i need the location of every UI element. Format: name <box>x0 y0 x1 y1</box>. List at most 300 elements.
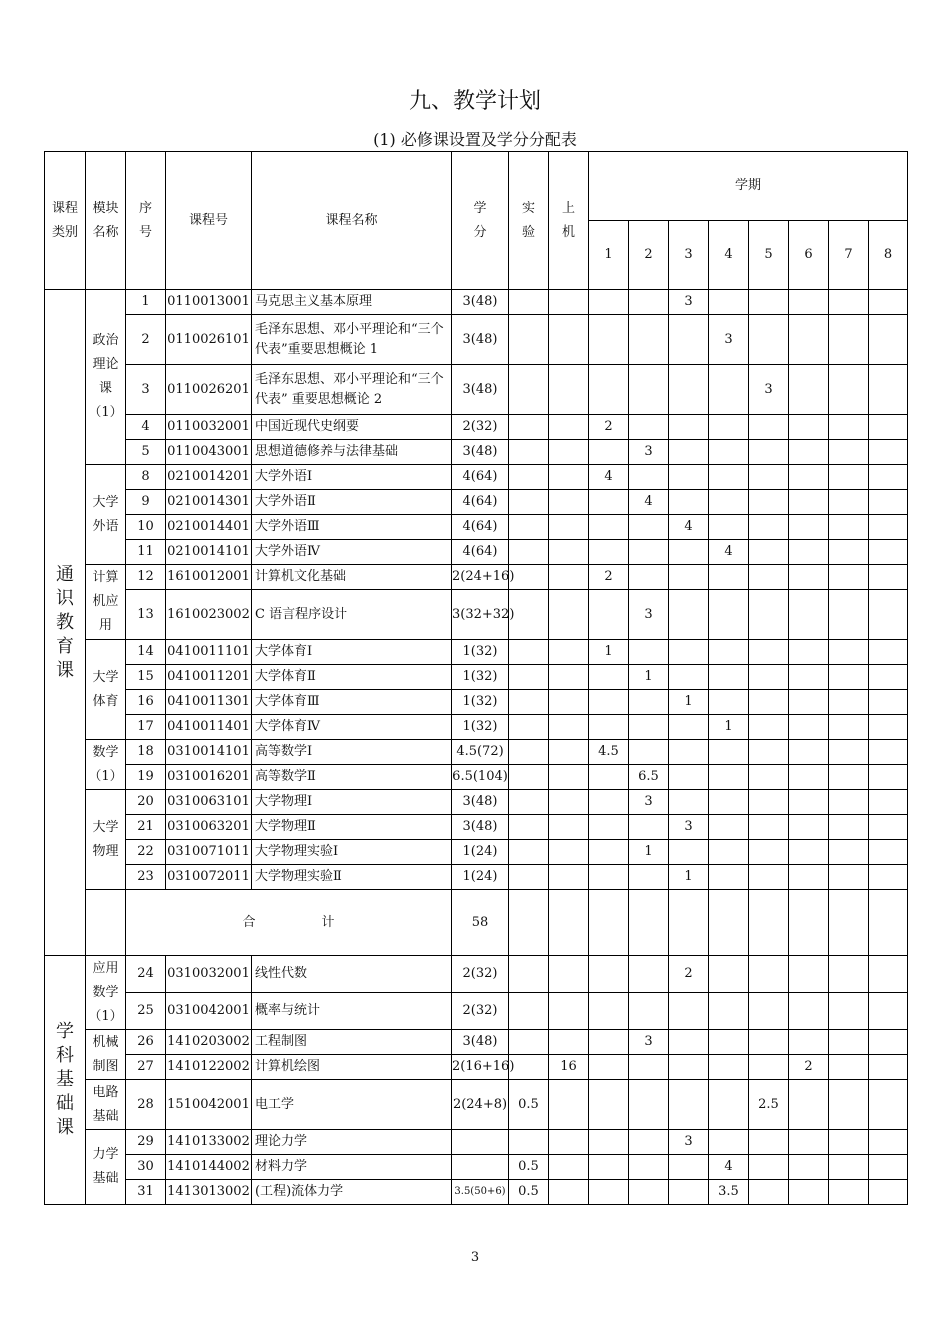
semester-cell-3 <box>669 1155 709 1180</box>
table-row <box>45 665 908 690</box>
semester-cell-1 <box>589 956 629 993</box>
course-lab <box>509 315 549 365</box>
semester-cell-4 <box>709 1130 749 1155</box>
semester-cell-8 <box>869 715 908 740</box>
semester-cell-6 <box>789 865 829 890</box>
course-credit: 2(32) <box>452 415 509 440</box>
semester-cell-5 <box>749 1030 789 1055</box>
course-lab <box>509 715 549 740</box>
semester-cell-6 <box>789 956 829 993</box>
semester-cell-1 <box>589 515 629 540</box>
course-name: 大学体育Ⅳ <box>252 715 452 740</box>
semester-3: 3 <box>669 221 709 290</box>
semester-cell-6 <box>789 415 829 440</box>
semester-cell-8 <box>869 740 908 765</box>
semester-cell-6 <box>789 765 829 790</box>
course-credit: 3(48) <box>452 790 509 815</box>
semester-cell-5 <box>749 865 789 890</box>
label-line: 课 <box>56 1117 74 1138</box>
semester-cell-1 <box>589 540 629 565</box>
label-line: 基础 <box>92 1171 119 1186</box>
semester-cell-5 <box>749 540 789 565</box>
semester-cell-1: 4.5 <box>589 740 629 765</box>
course-computer <box>549 956 589 993</box>
course-lab <box>509 815 549 840</box>
semester-cell-3 <box>669 1080 709 1130</box>
semester-5: 5 <box>749 221 789 290</box>
course-lab <box>509 1055 549 1080</box>
module-name <box>86 956 126 1030</box>
semester-cell-1 <box>589 1180 629 1205</box>
label-line: 大学 <box>92 669 119 685</box>
course-name: 线性代数 <box>252 956 452 993</box>
course-computer <box>549 315 589 365</box>
semester-cell-7 <box>829 1055 869 1080</box>
course-code: 0310016201 <box>166 765 252 790</box>
semester-cell-1 <box>589 665 629 690</box>
label-line: 基 <box>56 1069 74 1090</box>
semester-cell-7 <box>829 415 869 440</box>
table-row <box>45 993 908 1030</box>
semester-cell-3 <box>669 465 709 490</box>
semester-cell-8 <box>869 1130 908 1155</box>
course-code: 0210014301 <box>166 490 252 515</box>
module-name <box>86 790 126 890</box>
course-name: 概率与统计 <box>252 993 452 1030</box>
course-lab <box>509 740 549 765</box>
semester-cell-3 <box>669 640 709 665</box>
course-code: 1610012001 <box>166 565 252 590</box>
semester-cell-4 <box>709 740 749 765</box>
course-code: 0110026201 <box>166 365 252 415</box>
semester-cell-3 <box>669 565 709 590</box>
label-line: 机械 <box>92 1034 119 1050</box>
table-row <box>45 540 908 565</box>
semester-cell-4: 4 <box>709 540 749 565</box>
course-credit <box>452 1130 509 1155</box>
semester-cell-3: 1 <box>669 865 709 890</box>
curriculum-table <box>44 151 908 1205</box>
semester-cell-6 <box>789 365 829 415</box>
semester-cell-2 <box>629 415 669 440</box>
semester-cell-1 <box>589 1155 629 1180</box>
semester-cell-8 <box>869 1030 908 1055</box>
label-line: 基础 <box>92 1108 119 1124</box>
label-line: 大学 <box>92 819 119 835</box>
semester-cell-2: 4 <box>629 490 669 515</box>
semester-cell-4 <box>709 993 749 1030</box>
label-line: 数学 <box>92 984 119 1000</box>
semester-cell-7 <box>829 465 869 490</box>
semester-cell-4: 1 <box>709 715 749 740</box>
semester-cell-1 <box>589 290 629 315</box>
course-lab <box>509 956 549 993</box>
course-credit: 1(32) <box>452 690 509 715</box>
semester-cell-8 <box>869 1155 908 1180</box>
course-lab <box>509 440 549 465</box>
course-name: 中国近现代史纲要 <box>252 415 452 440</box>
semester-cell-7 <box>829 440 869 465</box>
semester-cell-5 <box>749 1055 789 1080</box>
module-name <box>86 1130 126 1205</box>
course-name: 思想道德修养与法律基础 <box>252 440 452 465</box>
course-computer <box>549 765 589 790</box>
semester-cell-5: 2.5 <box>749 1080 789 1130</box>
course-credit: 1(24) <box>452 865 509 890</box>
semester-cell-3: 4 <box>669 515 709 540</box>
course-credit: 6.5(104) <box>452 765 509 790</box>
semester-cell-5 <box>749 993 789 1030</box>
label-line: （1） <box>88 768 123 784</box>
semester-cell-8 <box>869 465 908 490</box>
semester-cell-7 <box>829 1030 869 1055</box>
subtotal-row <box>45 890 908 956</box>
course-name: 电工学 <box>252 1080 452 1130</box>
semester-cell-4 <box>709 865 749 890</box>
table-row <box>45 565 908 590</box>
course-code: 1410122002 <box>166 1055 252 1080</box>
semester-7: 7 <box>829 221 869 290</box>
course-seq: 17 <box>126 715 166 740</box>
semester-cell-5 <box>749 640 789 665</box>
semester-cell-6 <box>789 1080 829 1130</box>
semester-cell-4: 3.5 <box>709 1180 749 1205</box>
semester-cell-2 <box>629 815 669 840</box>
course-computer <box>549 515 589 540</box>
label-line: （1） <box>88 1008 123 1024</box>
course-computer <box>549 865 589 890</box>
semester-cell-7 <box>829 540 869 565</box>
semester-cell-3 <box>669 1180 709 1205</box>
course-seq: 1 <box>126 290 166 315</box>
semester-cell-2: 1 <box>629 665 669 690</box>
course-credit: 2(32) <box>452 993 509 1030</box>
course-credit: 2(24+8) <box>452 1080 509 1130</box>
course-code: 0310032001 <box>166 956 252 993</box>
course-computer <box>549 815 589 840</box>
semester-cell-5 <box>749 1155 789 1180</box>
header-name: 课程名称 <box>252 152 452 290</box>
semester-cell-7 <box>829 765 869 790</box>
course-name: 大学外语Ⅲ <box>252 515 452 540</box>
course-seq: 14 <box>126 640 166 665</box>
label-line: 政治 <box>92 333 119 348</box>
semester-cell-2: 1 <box>629 840 669 865</box>
course-code: 0110013001 <box>166 290 252 315</box>
semester-cell-1 <box>589 790 629 815</box>
semester-cell-5 <box>749 840 789 865</box>
table-row <box>45 790 908 815</box>
course-name: 工程制图 <box>252 1030 452 1055</box>
semester-cell-2 <box>629 956 669 993</box>
course-seq: 25 <box>126 993 166 1030</box>
course-code: 1410144002 <box>166 1155 252 1180</box>
semester-cell-2: 3 <box>629 790 669 815</box>
semester-cell-1 <box>589 815 629 840</box>
course-name: 理论力学 <box>252 1130 452 1155</box>
label-line: 应用 <box>92 960 119 976</box>
course-name: 毛泽东思想、邓小平理论和“三个代表” 重要思想概论 2 <box>252 365 452 415</box>
table-row <box>45 365 908 415</box>
label-line: 教 <box>56 611 74 633</box>
course-credit: 4(64) <box>452 540 509 565</box>
course-name: 计算机绘图 <box>252 1055 452 1080</box>
semester-cell-8 <box>869 640 908 665</box>
semester-cell-7 <box>829 815 869 840</box>
semester-cell-4 <box>709 515 749 540</box>
label-line: 机应 <box>92 594 119 609</box>
course-seq: 9 <box>126 490 166 515</box>
header-category: 课程 类别 <box>45 152 86 290</box>
semester-cell-3 <box>669 840 709 865</box>
semester-cell-7 <box>829 365 869 415</box>
course-name: 大学体育Ⅲ <box>252 690 452 715</box>
table-row <box>45 1030 908 1055</box>
semester-cell-6 <box>789 790 829 815</box>
course-computer <box>549 840 589 865</box>
subtotal-cell <box>589 890 629 956</box>
course-computer <box>549 490 589 515</box>
course-lab <box>509 993 549 1030</box>
semester-cell-6 <box>789 740 829 765</box>
course-code: 0310063101 <box>166 790 252 815</box>
course-lab <box>509 515 549 540</box>
course-lab <box>509 640 549 665</box>
course-lab <box>509 490 549 515</box>
semester-cell-7 <box>829 1155 869 1180</box>
module-name <box>86 1080 126 1130</box>
table-row <box>45 865 908 890</box>
course-seq: 26 <box>126 1030 166 1055</box>
subtotal-module <box>86 890 126 956</box>
course-lab <box>509 865 549 890</box>
page-title: 九、教学计划 <box>408 89 541 114</box>
semester-cell-7 <box>829 290 869 315</box>
course-lab <box>509 765 549 790</box>
label-line: 学 <box>56 1021 74 1042</box>
course-name: 大学物理Ⅰ <box>252 790 452 815</box>
semester-cell-6 <box>789 665 829 690</box>
semester-cell-5 <box>749 956 789 993</box>
semester-cell-4 <box>709 956 749 993</box>
header-module: 模块 名称 <box>86 152 126 290</box>
course-lab <box>509 1030 549 1055</box>
semester-cell-7 <box>829 1130 869 1155</box>
semester-cell-3 <box>669 993 709 1030</box>
semester-cell-4 <box>709 490 749 515</box>
course-name: 大学外语Ⅰ <box>252 465 452 490</box>
subtotal-credit: 58 <box>452 890 509 956</box>
table-row <box>45 740 908 765</box>
semester-cell-3 <box>669 590 709 640</box>
semester-cell-5 <box>749 740 789 765</box>
course-credit: 4(64) <box>452 490 509 515</box>
semester-cell-6 <box>789 565 829 590</box>
course-computer <box>549 290 589 315</box>
course-code: 1510042001 <box>166 1080 252 1130</box>
semester-cell-5 <box>749 665 789 690</box>
semester-cell-7 <box>829 715 869 740</box>
semester-cell-3 <box>669 440 709 465</box>
course-code: 0110043001 <box>166 440 252 465</box>
subtotal-cell <box>549 890 589 956</box>
semester-cell-8 <box>869 790 908 815</box>
semester-cell-1 <box>589 993 629 1030</box>
semester-cell-4 <box>709 465 749 490</box>
course-credit: 3(32+32) <box>452 590 509 640</box>
module-name <box>86 640 126 740</box>
course-code: 0410011301 <box>166 690 252 715</box>
label-line: 识 <box>56 587 74 609</box>
course-name: 高等数学Ⅰ <box>252 740 452 765</box>
course-credit: 3.5(50+6) <box>452 1180 509 1205</box>
subtotal-cell <box>789 890 829 956</box>
course-computer <box>549 1155 589 1180</box>
course-credit: 2(32) <box>452 956 509 993</box>
course-lab <box>509 790 549 815</box>
label-line: 育 <box>56 635 74 657</box>
semester-cell-5 <box>749 1180 789 1205</box>
semester-cell-4 <box>709 590 749 640</box>
semester-cell-4 <box>709 1030 749 1055</box>
semester-cell-7 <box>829 993 869 1030</box>
course-seq: 30 <box>126 1155 166 1180</box>
semester-cell-6 <box>789 315 829 365</box>
semester-cell-6 <box>789 1130 829 1155</box>
module-name <box>86 465 126 565</box>
subtotal-cell <box>749 890 789 956</box>
course-seq: 22 <box>126 840 166 865</box>
semester-cell-6 <box>789 1030 829 1055</box>
semester-cell-1: 2 <box>589 415 629 440</box>
semester-cell-1 <box>589 715 629 740</box>
semester-cell-2 <box>629 515 669 540</box>
semester-cell-3 <box>669 540 709 565</box>
table-row <box>45 690 908 715</box>
subtotal-cell <box>629 890 669 956</box>
label-line: 数学 <box>92 744 119 760</box>
label-line: 通 <box>56 563 74 585</box>
header-lab: 实 验 <box>509 152 549 290</box>
course-name: 高等数学Ⅱ <box>252 765 452 790</box>
course-name: (工程)流体力学 <box>252 1180 452 1205</box>
semester-cell-4 <box>709 440 749 465</box>
semester-cell-7 <box>829 590 869 640</box>
course-seq: 20 <box>126 790 166 815</box>
semester-cell-2: 3 <box>629 590 669 640</box>
semester-cell-6 <box>789 490 829 515</box>
semester-cell-4 <box>709 665 749 690</box>
semester-cell-1 <box>589 365 629 415</box>
semester-cell-6 <box>789 840 829 865</box>
header-credit: 学 分 <box>452 152 509 290</box>
course-computer <box>549 440 589 465</box>
table-row <box>45 415 908 440</box>
course-code: 1413013002 <box>166 1180 252 1205</box>
course-computer <box>549 465 589 490</box>
semester-cell-7 <box>829 740 869 765</box>
semester-cell-4 <box>709 415 749 440</box>
course-name: 大学体育Ⅰ <box>252 640 452 665</box>
course-computer <box>549 590 589 640</box>
course-seq: 23 <box>126 865 166 890</box>
semester-cell-2: 6.5 <box>629 765 669 790</box>
semester-cell-1: 4 <box>589 465 629 490</box>
semester-cell-4 <box>709 565 749 590</box>
header-row <box>45 152 908 221</box>
semester-cell-3 <box>669 315 709 365</box>
course-credit: 3(48) <box>452 315 509 365</box>
course-seq: 10 <box>126 515 166 540</box>
semester-cell-7 <box>829 1080 869 1130</box>
course-credit: 3(48) <box>452 290 509 315</box>
semester-cell-1: 2 <box>589 565 629 590</box>
semester-cell-8 <box>869 1055 908 1080</box>
label-line: 课 <box>56 659 74 681</box>
semester-cell-1 <box>589 1030 629 1055</box>
course-code: 0410011201 <box>166 665 252 690</box>
course-lab <box>509 415 549 440</box>
course-credit: 1(24) <box>452 840 509 865</box>
header-seq: 序 号 <box>126 152 166 290</box>
semester-cell-8 <box>869 765 908 790</box>
semester-2: 2 <box>629 221 669 290</box>
course-lab <box>509 365 549 415</box>
semester-cell-8 <box>869 540 908 565</box>
semester-cell-4 <box>709 1055 749 1080</box>
semester-cell-6 <box>789 815 829 840</box>
subtotal-cell <box>509 890 549 956</box>
subtotal-label: 合 计 <box>126 890 452 956</box>
semester-cell-3 <box>669 765 709 790</box>
semester-cell-8 <box>869 1180 908 1205</box>
course-name: 毛泽东思想、邓小平理论和“三个代表”重要思想概论 1 <box>252 315 452 365</box>
course-lab <box>509 565 549 590</box>
course-computer <box>549 715 589 740</box>
course-computer <box>549 690 589 715</box>
table-row <box>45 956 908 993</box>
subtotal-cell <box>709 890 749 956</box>
category-discipline-basics <box>45 956 86 1205</box>
course-code: 0310042001 <box>166 993 252 1030</box>
course-code: 0210014101 <box>166 540 252 565</box>
course-seq: 16 <box>126 690 166 715</box>
table-row <box>45 1055 908 1080</box>
module-name <box>86 290 126 465</box>
course-credit: 2(16+16) <box>452 1055 509 1080</box>
label-line: 大学 <box>92 494 119 510</box>
course-code: 0210014201 <box>166 465 252 490</box>
semester-cell-2 <box>629 1080 669 1130</box>
course-seq: 2 <box>126 315 166 365</box>
semester-cell-5 <box>749 315 789 365</box>
semester-cell-7 <box>829 315 869 365</box>
semester-cell-1 <box>589 440 629 465</box>
semester-4: 4 <box>709 221 749 290</box>
course-seq: 21 <box>126 815 166 840</box>
semester-cell-4 <box>709 365 749 415</box>
course-code: 0310014101 <box>166 740 252 765</box>
course-code: 0410011401 <box>166 715 252 740</box>
semester-cell-5 <box>749 415 789 440</box>
label-line: 外语 <box>92 518 119 534</box>
course-lab <box>509 465 549 490</box>
course-name: 大学物理实验Ⅱ <box>252 865 452 890</box>
semester-cell-5 <box>749 565 789 590</box>
course-computer <box>549 1130 589 1155</box>
semester-cell-2 <box>629 690 669 715</box>
label-line: 课（1） <box>88 381 123 420</box>
